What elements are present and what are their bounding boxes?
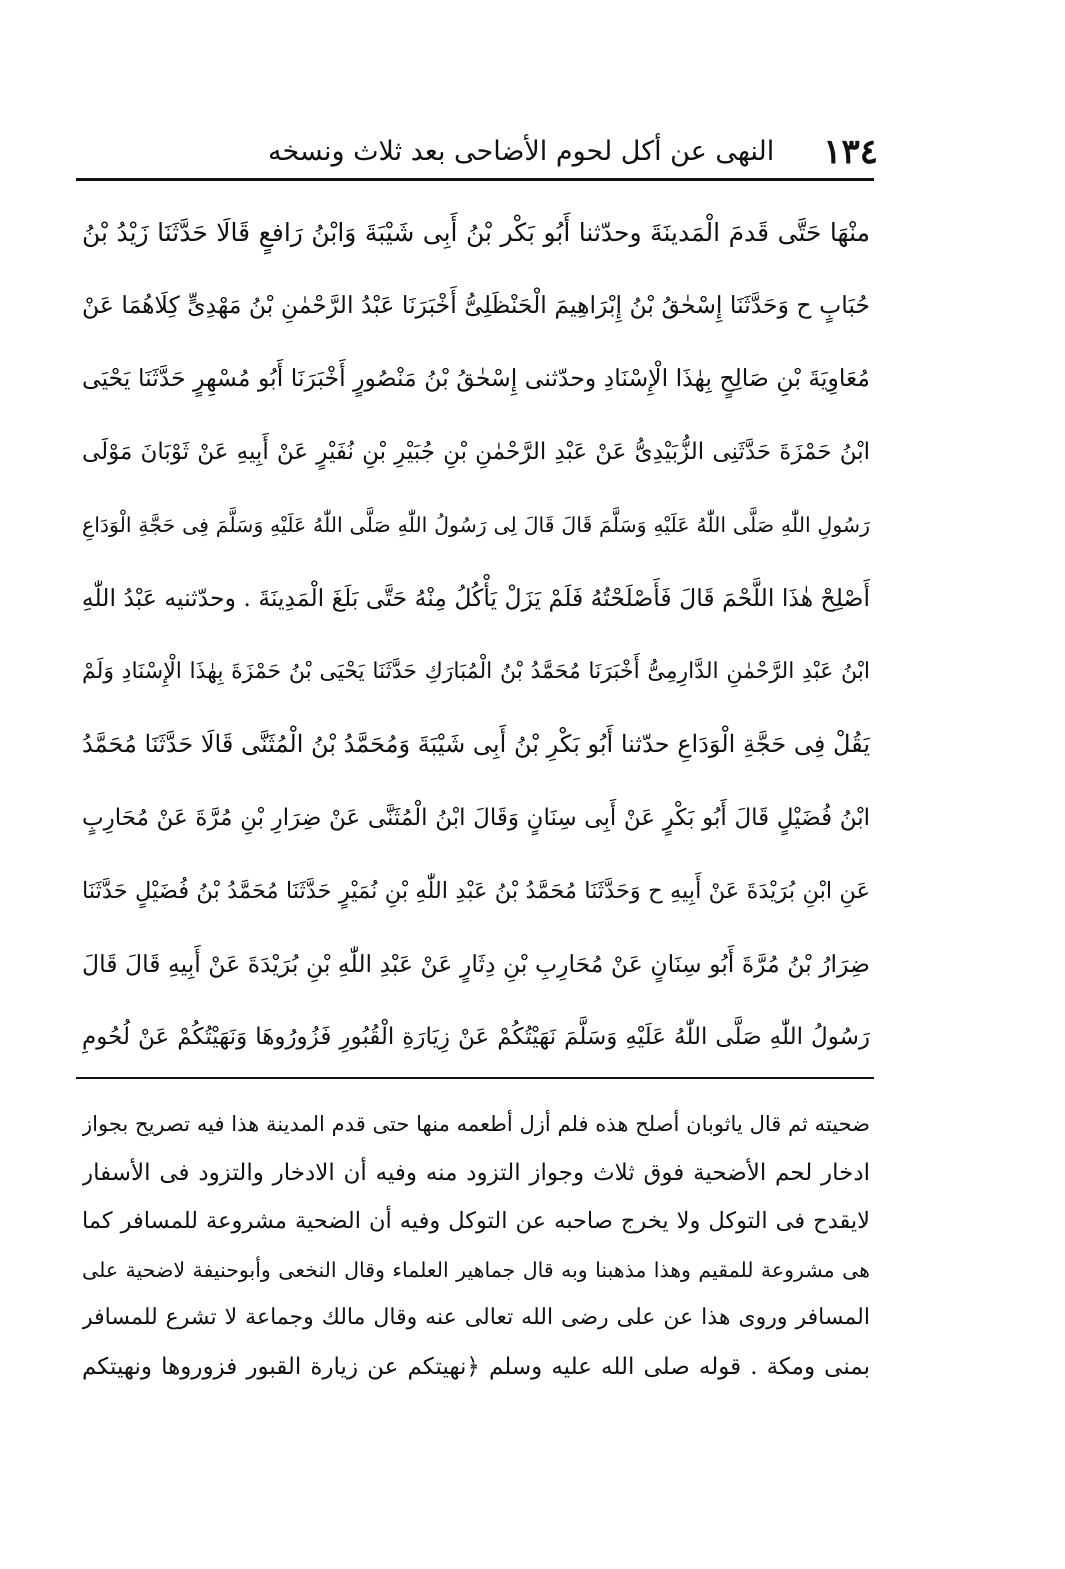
page-number: ١٣٤: [823, 132, 878, 172]
text-line: مُعَاوِيَةَ بْنِ صَالِحٍ بِهٰذَا الْإِسْنَادِ وحدّثنى إِسْحٰقُ بْنُ مَنْصُورٍ أَخْبَرَنَا أَبُو مُسْهِرٍ حَدَّثَنَا يَحْيَى: [82, 364, 870, 393]
text-line: عَنِ ابْنِ بُرَيْدَةَ عَنْ أَبِيهِ ح وَحَدَّثَنَا مُحَمَّدُ بْنُ عَبْدِ اللّٰهِ بْنِ نُمَيْرٍ حَدَّثَنَا مُحَمَّدُ بْنُ فُضَيْلٍ حَدَّثَنَا: [82, 877, 870, 904]
footnote-rule: [76, 1077, 874, 1079]
commentary-footnotes: [82, 1100, 870, 1392]
footnote-line: هى مشروعة للمقيم وهذا مذهبنا وبه قال جماهير العلماء وقال النخعى وأبوحنيفة لاضحية على: [82, 1257, 870, 1282]
text-line: ابْنُ فُضَيْلٍ قَالَ أَبُو بَكْرٍ عَنْ أَبِى سِنَانٍ وَقَالَ ابْنُ الْمُثَنَّى عَنْ ضِرَارِ بْنِ مُرَّةَ عَنْ مُحَارِبٍ: [82, 804, 870, 831]
text-line: رَسُولِ اللّٰهِ صَلَّى اللّٰهُ عَلَيْهِ وَسَلَّمَ قَالَ قَالَ لِى رَسُولُ اللّٰهِ صَلَّى اللّٰهُ عَلَيْهِ وَسَلَّمَ فِى حَجَّةِ الْوَدَاعِ: [82, 512, 870, 537]
text-line: أَصْلِحْ هٰذَا اللَّحْمَ قَالَ فَأَصْلَحْتُهُ فَلَمْ يَزَلْ يَأْكُلُ مِنْهُ حَتَّى بَلَغَ الْمَدِينَةَ . وحدّثنيه عَبْدُ اللّٰهِ: [82, 583, 870, 612]
text-line: يَقُلْ فِى حَجَّةِ الْوَدَاعِ حدّثنا أَبُو بَكْرِ بْنُ أَبِى شَيْبَةَ وَمُحَمَّدُ بْنُ الْمُثَنَّى قَالَا حَدَّثَنَا مُحَمَّدُ: [82, 730, 870, 759]
text-line: رَسُولُ اللّٰهِ صَلَّى اللّٰهُ عَلَيْهِ وَسَلَّمَ نَهَيْتُكُمْ عَنْ زِيَارَةِ الْقُبُورِ فَزُورُوهَا وَنَهَيْتُكُمْ عَنْ لُحُومِ: [82, 1024, 870, 1051]
text-line: منْهَا حَتَّى قَدمَ الْمَدينَةَ وحدّثنا أَبُو بَكْر بْنُ أَبِى شَيْبَةَ وَابْنُ رَافعٍ قَالَا حَدَّثَنَا زَيْدُ بْنُ: [82, 218, 870, 247]
footnote-line: المسافر وروى هذا عن على رضى الله تعالى عنه وقال مالك وجماعة لا تشرع للمسافر: [82, 1305, 870, 1331]
footnote-line: بمنى ومكة . قوله صلى الله عليه وسلم ﴿نهيتكم عن زيارة القبور فزوروها ونهيتكم: [82, 1353, 870, 1380]
text-line: حُبَابٍ ح وَحَدَّثَنَا إِسْحٰقُ بْنُ إِبْرَاهِيمَ الْحَنْظَلِىُّ أَخْبَرَنَا عَبْدُ الرَّحْمٰنِ بْنُ مَهْدِىٍّ كِلَاهُمَا عَنْ: [82, 291, 870, 320]
footnote-line: لايقدح فى التوكل ولا يخرج صاحبه عن التوكل وفيه أن الضحية مشروعة للمسافر كما: [82, 1208, 870, 1235]
page-header: [78, 128, 878, 176]
text-line: ابْنُ عَبْدِ الرَّحْمٰنِ الدَّارِمِىُّ أَخْبَرَنَا مُحَمَّدُ بْنُ الْمُبَارَكِ حَدَّثَنَا يَحْيَى بْنُ حَمْزَةَ بِهٰذَا الْإِسْنَادِ وَلَمْ: [82, 659, 870, 685]
main-hadith-text: [82, 196, 870, 1074]
running-title: النهى عن أكل لحوم الأضاحى بعد ثلاث ونسخه: [268, 136, 775, 167]
footnote-line: ادخار لحم الأضحية فوق ثلاث وجواز التزود منه وفيه أن الادخار والتزود فى الأسفار: [82, 1159, 870, 1186]
header-rule: [76, 178, 874, 181]
footnote-line: ضحيته ثم قال ياثوبان أصلح هذه فلم أزل أطعمه منها حتى قدم المدينة هذا فيه تصريح بجواز: [82, 1112, 870, 1136]
text-line: ضِرَارُ بْنُ مُرَّةَ أَبُو سِنَانٍ عَنْ مُحَارِبِ بْنِ دِثَارٍ عَنْ عَبْدِ اللّٰهِ بْنِ بُرَيْدَةَ عَنْ أَبِيهِ قَالَ قَالَ: [82, 949, 870, 978]
text-line: ابْنُ حَمْزَةَ حَدَّثَنِى الزُّبَيْدِىُّ عَنْ عَبْدِ الرَّحْمٰنِ بْنِ جُبَيْرِ بْنِ نُفَيْرٍ عَنْ أَبِيهِ عَنْ ثَوْبَانَ مَوْلَى: [82, 438, 870, 465]
